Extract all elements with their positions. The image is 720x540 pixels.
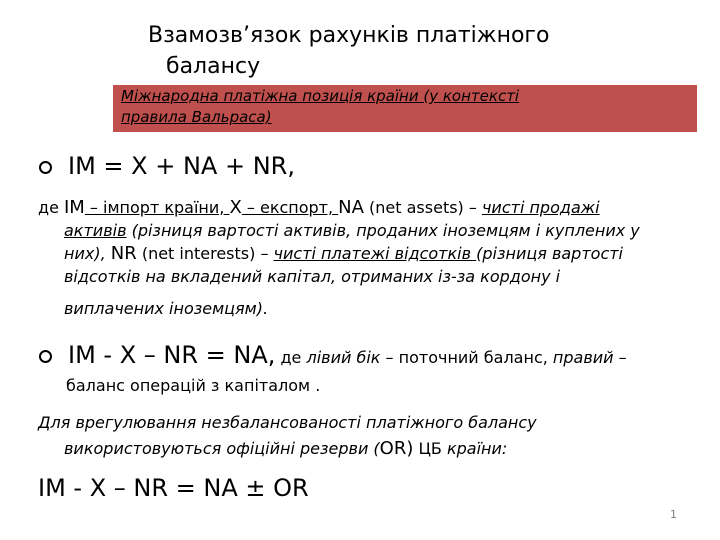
- def-x: – експорт,: [241, 198, 339, 217]
- def-im: – імпорт країни,: [84, 198, 230, 217]
- definitions-paragraph: [38, 196, 688, 320]
- definitions-line-3: [38, 242, 688, 265]
- text-de: де: [38, 198, 64, 217]
- slide-title: [148, 20, 628, 82]
- title-line-2: балансу: [166, 54, 261, 79]
- text-right-side: правий: [552, 348, 614, 367]
- term-im: IM: [64, 197, 85, 218]
- def-na: чисті продажі: [481, 198, 600, 217]
- title-line-1: Взамозв’язок рахунків платіжного: [148, 23, 550, 48]
- text-cb: ЦБ: [413, 439, 442, 458]
- na-english: (net assets) –: [363, 198, 482, 217]
- term-na: NA: [338, 197, 364, 218]
- text-them: них),: [64, 244, 111, 263]
- banner-line-1: Міжнародна платіжна позиція країни (у контексті: [121, 87, 520, 105]
- text-dash: –: [613, 348, 627, 367]
- circle-bullet-icon: [39, 350, 52, 363]
- reserves-line-2: використовуються офіційні резерви (: [64, 439, 380, 458]
- text-country: країни:: [441, 439, 508, 458]
- definitions-line-2: [38, 219, 688, 242]
- term-x: X: [229, 197, 242, 218]
- assets-note: (різниця вартості активів, проданих іноземцям і куплених у: [126, 221, 640, 240]
- term-nr: NR: [110, 243, 137, 264]
- nr-note-3: виплачених іноземцям).: [64, 299, 269, 318]
- nr-note-1: (різниця вартості: [476, 244, 623, 263]
- equation-2: IM - X – NR = NA,: [68, 341, 276, 369]
- circle-bullet-icon: [39, 161, 52, 174]
- bullet-equation-1: [39, 152, 295, 180]
- term-or: OR): [379, 438, 414, 459]
- capital-balance-text: баланс операцій з капіталом .: [66, 376, 321, 395]
- bullet-equation-2: [39, 342, 679, 401]
- subtitle-banner: [113, 85, 697, 132]
- final-equation: IM - X – NR = NA ± OR: [38, 474, 309, 502]
- text-current-balance: – поточний баланс,: [380, 348, 553, 367]
- def-assets: активів: [64, 221, 127, 240]
- equation-1: IM = X + NA + NR,: [68, 152, 295, 180]
- reserves-paragraph: [38, 410, 688, 462]
- text-left-side: лівий бік: [306, 348, 381, 367]
- nr-note-2: відсотків на вкладений капітал, отриманих із-за кордону і: [64, 267, 561, 286]
- def-nr: чисті платежі відсотків: [273, 244, 477, 263]
- reserves-line-1: Для врегулювання незбалансованості платіжного балансу: [38, 413, 537, 432]
- text-de-2: де: [275, 348, 307, 367]
- nr-english: (net interests) –: [136, 244, 274, 263]
- banner-line-2: правила Вальраса): [121, 108, 272, 126]
- page-number: 1: [670, 508, 677, 521]
